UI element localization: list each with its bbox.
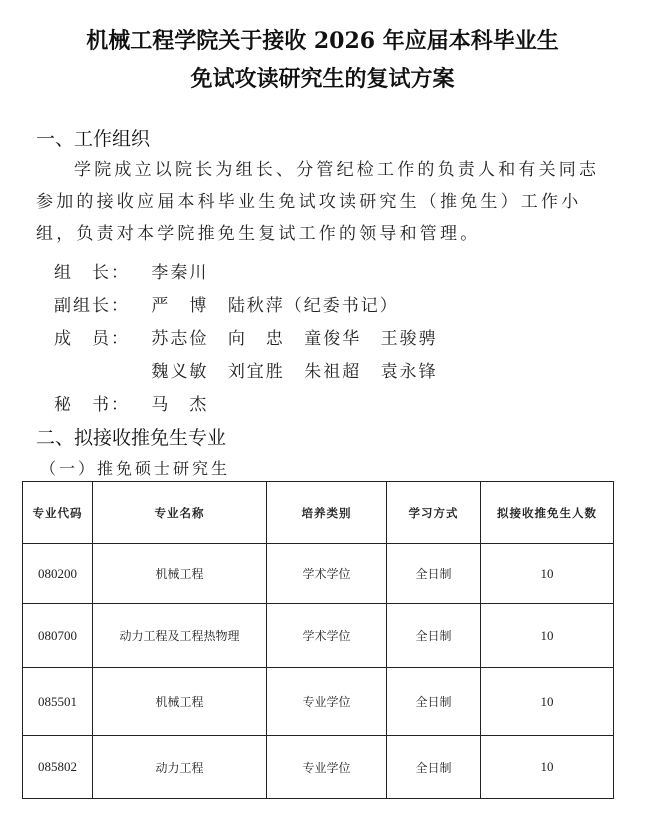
table-row — [23, 736, 614, 799]
role-row-members-continued — [54, 357, 450, 382]
person-name: 童俊华 — [304, 329, 362, 349]
subheading-master-students: （一）推免硕士研究生 — [40, 459, 231, 478]
cell-major-code: 085802 — [23, 736, 93, 799]
majors-table — [22, 481, 614, 799]
person-name: 朱祖超 — [304, 362, 362, 382]
section-heading-work-organization: 一、工作组织 — [36, 128, 151, 150]
header-study-mode: 学习方式 — [387, 482, 481, 544]
person-name: 王骏骋 — [380, 329, 438, 349]
table-row — [23, 668, 614, 736]
cell-major-name: 动力工程 — [93, 736, 267, 799]
document-title-line1: 机械工程学院关于接收 2026 年应届本科毕业生 — [86, 28, 559, 54]
cell-quota: 10 — [481, 736, 614, 799]
cell-quota: 10 — [481, 544, 614, 604]
cell-major-name: 机械工程 — [93, 668, 267, 736]
cell-study-mode: 全日制 — [387, 668, 481, 736]
person-name: 李秦川 — [151, 263, 209, 283]
role-row-leader — [54, 258, 220, 283]
role-row-deputy-leader — [54, 291, 411, 316]
cell-quota: 10 — [481, 604, 614, 668]
cell-major-code: 080200 — [23, 544, 93, 604]
person-name: 马 杰 — [151, 395, 209, 415]
cell-major-code: 085501 — [23, 668, 93, 736]
role-row-members — [54, 324, 450, 349]
table-header-row — [23, 482, 614, 544]
organization-paragraph: 学院成立以院长为组长、分管纪检工作的负责人和有关同志参加的接收应届本科毕业生免试攻读研究生（推免生）工作小组，负责对本学院推免生复试工作的领导和管理。 — [36, 160, 600, 244]
person-name: 苏志俭 — [151, 329, 209, 349]
section-heading-majors: 二、拟接收推免生专业 — [36, 427, 227, 449]
cell-major-code: 080700 — [23, 604, 93, 668]
table-row — [23, 544, 614, 604]
header-quota: 拟接收推免生人数 — [481, 482, 614, 544]
cell-study-mode: 全日制 — [387, 604, 481, 668]
cell-training-type: 学术学位 — [267, 544, 387, 604]
person-name: 严 博 — [151, 296, 209, 316]
role-label: 成 员： — [54, 329, 130, 349]
role-label: 组 长： — [54, 263, 130, 283]
role-label: 秘 书： — [54, 395, 130, 415]
cell-training-type: 专业学位 — [267, 668, 387, 736]
cell-study-mode: 全日制 — [387, 544, 481, 604]
cell-study-mode: 全日制 — [387, 736, 481, 799]
cell-major-name: 动力工程及工程热物理 — [93, 604, 267, 668]
cell-quota: 10 — [481, 668, 614, 736]
person-name: 魏义敏 — [151, 362, 209, 382]
header-training-type: 培养类别 — [267, 482, 387, 544]
role-label: 副组长： — [54, 296, 130, 316]
table-row — [23, 604, 614, 668]
person-name: 刘宜胜 — [227, 362, 285, 382]
document-title-line2: 免试攻读研究生的复试方案 — [190, 66, 455, 92]
header-major-code: 专业代码 — [23, 482, 93, 544]
header-major-name: 专业名称 — [93, 482, 267, 544]
cell-training-type: 学术学位 — [267, 604, 387, 668]
person-name: 向 忠 — [227, 329, 285, 349]
person-name: 陆秋萍（纪委书记） — [227, 296, 399, 316]
role-row-secretary — [54, 390, 220, 415]
cell-training-type: 专业学位 — [267, 736, 387, 799]
person-name: 袁永锋 — [380, 362, 438, 382]
cell-major-name: 机械工程 — [93, 544, 267, 604]
